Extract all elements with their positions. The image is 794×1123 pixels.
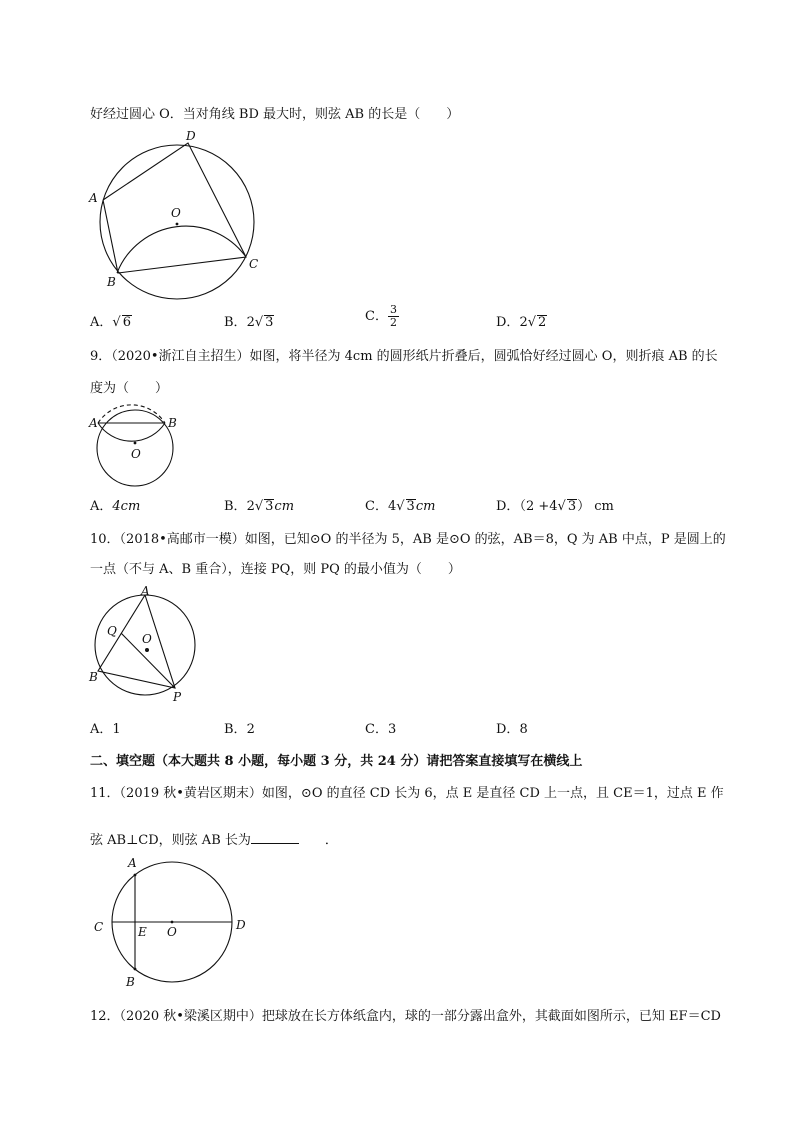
q8-label-b: B [107,275,116,289]
q11-label-o: O [167,925,177,939]
q8-label-c: C [249,257,259,271]
sqrt-sign: √ [396,499,405,514]
q11-line2 [90,829,338,848]
q10-figure [85,583,205,708]
q12-line1: 12．（2020 秋•梁溪区期中）把球放在长方体纸盒内，球的一部分露出盒外，其截面如图所示，已知 EF＝CD [90,1009,721,1024]
q10-label-o: O [142,632,152,646]
q8-option-d[interactable]: D．2√ 2 [496,315,547,330]
q10-option-c[interactable]: C．3 [365,722,397,737]
q9-fold-arc-dashed [98,405,165,423]
q10-option-d[interactable]: D．8 [496,722,528,737]
q10-line1: 10．（2018•高邮市一模）如图，已知⊙O 的半径为 5，AB 是⊙O 的弦，AB＝8，Q 为 AB 中点，P 是圆上的 [90,532,726,547]
q11-center-dot [171,921,174,924]
q9-option-b[interactable]: B．2√ 3cm [224,499,295,514]
q11-label-c: C [94,920,104,934]
q8-label-o: O [171,206,181,220]
sqrt-sign: √ [254,499,264,514]
q8-label-a: A [89,191,98,205]
q9-figure [85,405,195,495]
q8-option-a[interactable]: A．√ 6 [90,315,131,330]
q11-label-a: A [128,856,137,870]
q10-line2: 一点（不与 A、B 重合），连接 PQ，则 PQ 的最小值为（ ） [90,562,461,577]
q11-point-a [134,874,137,877]
q10-label-p: P [173,690,182,704]
q8-option-c[interactable]: C． $\frac{3}{2}$ [365,303,397,330]
q10-triangle [98,595,175,688]
q11-figure [90,855,260,990]
q8-options [90,303,690,331]
q9-label-o: O [131,447,141,461]
q9-fold-arc [98,423,165,441]
q11-label-e: E [138,925,147,939]
sqrt-sign: √ [557,499,566,514]
q8-text: 好经过圆心 O．当对角线 BD 最大时，则弦 AB 的长是（ ） [90,107,460,122]
q11-line2-text: 弦 AB⊥CD，则弦 AB 长为 [90,833,251,848]
q9-option-d[interactable]: D．（2 +4√ 3） cm [496,499,614,514]
q11-answer-blank[interactable] [251,831,299,844]
q10-label-a: A [141,584,150,598]
q10-option-b[interactable]: B．2 [224,722,255,737]
q9-option-c[interactable]: C．4√ 3cm [365,499,436,514]
sqrt-sign: √ [254,315,264,330]
q8-figure [85,128,265,288]
q11-line1: 11．（2019 秋•黄岩区期末）如图，⊙O 的直径 CD 长为 6，点 E 是直径 CD 上一点，且 CE＝1，过点 E 作 [90,786,724,801]
sqrt-sign: √ [527,315,537,330]
q8-center-dot [176,223,179,226]
q8-label-d: D [186,129,196,143]
q8-circle [100,145,254,299]
q11-line2-end: ． [324,833,338,848]
q10-label-q: Q [107,624,117,638]
sqrt-sign: √ [112,315,121,330]
q11-point-b [134,968,137,971]
section-2-heading: 二、填空题（本大题共 8 小题，每小题 3 分，共 24 分）请把答案直接填写在横线上 [90,754,583,769]
q10-option-a[interactable]: A．1 [90,722,121,737]
q10-label-b: B [89,670,98,684]
q10-center-dot [145,648,149,652]
q9-line1: 9．（2020•浙江自主招生）如图，将半径为 4cm 的圆形纸片折叠后，圆弧恰好经过圆心 O，则折痕 AB 的长 [90,349,718,364]
q9-label-a: A [89,416,98,430]
q11-label-b: B [126,975,135,989]
q9-center-dot [134,442,137,445]
q9-line2: 度为（ ） [90,381,169,396]
q11-label-d: D [236,918,246,932]
q9-options [90,495,690,515]
q8-option-b[interactable]: B．2√ 3 [224,315,274,330]
q8-inner-arc [117,226,246,273]
q10-options [90,718,690,738]
q9-option-a[interactable]: A．4cm [90,499,141,514]
q9-label-b: B [168,416,177,430]
